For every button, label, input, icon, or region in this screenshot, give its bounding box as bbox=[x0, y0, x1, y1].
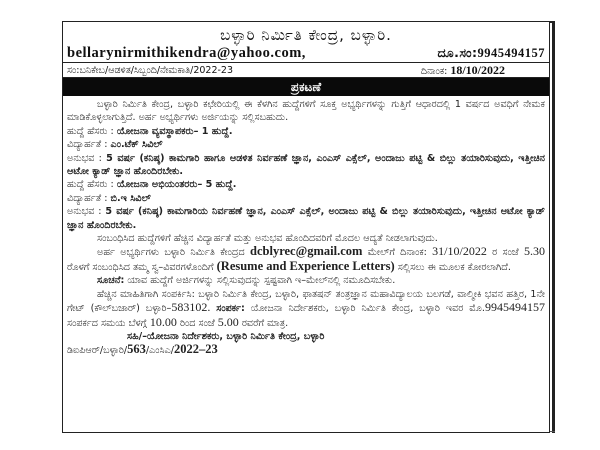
date-label: ದಿನಾಂಕ: bbox=[420, 65, 448, 77]
signature-line: ಸಹಿ/–ಯೋಜನಾ ನಿರ್ದೇಶಕರು, ಬಳ್ಳಾರಿ ನಿರ್ಮಿತಿ ಕೇಂದ್ರ, ಬಳ್ಳಾರಿ bbox=[127, 330, 325, 342]
application-text: ರೊಳಗೆ ಸಂಬಂಧಿಸಿದ ತಮ್ಮ ಸ್ವ–ವಿವರಗಳೊಂದಿಗೆ bbox=[67, 261, 214, 273]
post-name: ಯೋಜನಾ ವ್ಯವಸ್ಥಾಪಕರು– 1 ಹುದ್ದೆ. bbox=[116, 125, 233, 137]
application-text: ಮೇಲ್‌ಗೆ ದಿನಾಂಕ: bbox=[367, 247, 427, 259]
application-text: ರ ಸಂಜೆ bbox=[492, 247, 519, 259]
reference-number: ಸಂ:ಬನಿಕೇಬ/ಆಡಳಿತ/ಸಿಬ್ಬಂದಿ/ನೇಮಕಾತಿ/2022-23 bbox=[67, 64, 234, 76]
qualification-value: ಎಂ.ಟೆಕ್ ಸಿವಿಲ್ bbox=[110, 139, 163, 151]
post-1-experience bbox=[67, 152, 545, 179]
footer-code-year: 2022–23 bbox=[174, 342, 218, 357]
notice-body bbox=[67, 98, 545, 358]
pincode: 583102. bbox=[171, 300, 211, 315]
note-label: ಸೂಚನೆ: bbox=[97, 275, 125, 287]
experience-value: 5 ವರ್ಷ (ಕನಿಷ್ಠ) ಕಾಮಗಾರಿ ಹಾಗೂ ಆಡಳಿತ ನಿರ್ವಹಣೆ ಜ್ಞಾನ, ಎಂಎಸ್ ಎಕ್ಸೆಲ್, ಅಂದಾಜು ಪಟ್ಟಿ & ಬಿಲ್ಲು ತಯಾರಿಸುವುದು, ಇತ್ತೀಚಿನ ಆಟೋ ಕ್ಯಾಡ್ ಜ್ಞಾನ ಹೊಂದಿರಬೇಕು. bbox=[67, 152, 545, 178]
experience-value: 5 ವರ್ಷ (ಕನಿಷ್ಠ) ಕಾಮಗಾರಿಯ ನಿರ್ವಹಣೆ ಜ್ಞಾನ, ಎಂಎಸ್ ಎಕ್ಸೆಲ್, ಅಂದಾಜು ಪಟ್ಟಿ & ಬಿಲ್ಲು ತಯಾರಿಸುವುದು, ಇತ್ತೀಚಿನ ಆಟೋ ಕ್ಯಾಡ್ ಜ್ಞಾನ ಹೊಂದಿರಬೇಕು. bbox=[67, 206, 546, 231]
phone-label: ದೂ.ಸಂ: bbox=[437, 45, 478, 60]
footer-code-mid: /ಎಂಸಿಎ/ bbox=[145, 345, 175, 357]
post-name-label: ಹುದ್ದೆ ಹೆಸರು : bbox=[67, 179, 114, 191]
qualification-label: ವಿದ್ಯಾರ್ಹತೆ : bbox=[67, 192, 108, 204]
note-text: ಯಾವ ಹುದ್ದೆಗೆ ಅರ್ಜಿಗಳನ್ನು ಸಲ್ಲಿಸುವುದನ್ನು ಸ್ಪಷ್ಟವಾಗಿ ಇ–ಮೇಲ್‌ನಲ್ಲಿ ನಮೂದಿಸಬೇಕು. bbox=[127, 275, 396, 287]
post-1-name bbox=[67, 125, 545, 138]
qualification-label: ವಿದ್ಯಾರ್ಹತೆ : bbox=[67, 139, 108, 151]
contact-time-to: 5.00 bbox=[217, 314, 239, 329]
post-2-experience bbox=[67, 205, 545, 232]
deadline-time: 5.30 bbox=[523, 244, 545, 259]
contact-line bbox=[67, 45, 545, 62]
footer-code bbox=[67, 343, 545, 357]
note-paragraph bbox=[67, 274, 545, 287]
post-2-qualification bbox=[67, 192, 545, 205]
deadline-date: 31/10/2022 bbox=[432, 244, 487, 259]
experience-label: ಅನುಭವ : bbox=[67, 206, 102, 218]
application-email: dcblyrec@gmail.com bbox=[250, 244, 363, 259]
organization-title: ಬಳ್ಳಾರಿ ನಿರ್ಮಿತಿ ಕೇಂದ್ರ, ಬಳ್ಳಾರಿ. bbox=[220, 26, 392, 44]
contact-text: ಸಂಪರ್ಕದ ಸಮಯ ಬೆಳಗ್ಗೆ bbox=[67, 317, 147, 329]
post-1-qualification bbox=[67, 138, 545, 151]
qualification-value: ಬಿ.ಇ ಸಿವಿಲ್ bbox=[110, 192, 151, 204]
phone-number: 9945494157 bbox=[477, 46, 545, 60]
experience-label: ಅನುಭವ : bbox=[67, 152, 102, 164]
date-value: 18/10/2022 bbox=[450, 62, 505, 77]
contact-paragraph bbox=[67, 288, 545, 330]
contact-label: ಸಂಪರ್ಕ: bbox=[216, 303, 245, 315]
right-border-rule bbox=[552, 21, 555, 433]
intro-paragraph: ಬಳ್ಳಾರಿ ನಿರ್ಮಿತಿ ಕೇಂದ್ರ, ಬಳ್ಳಾರಿ ಕಛೇರಿಯಲ್ಲಿ ಈ ಕೆಳಗಿನ ಹುದ್ದೆಗಳಿಗೆ ಸೂಕ್ತ ಅಭ್ಯರ್ಥಿಗಳನ್ನು ಗುತ್ತಿಗೆ ಆಧಾರದಲ್ಲಿ 1 ವರ್ಷದ ಅವಧಿಗೆ ನೇಮಕ ಮಾಡಿಕೊಳ್ಳಲಾಗುತ್ತಿದೆ. ಅರ್ಹ ಅಭ್ಯರ್ಥಿಗಳು ಅರ್ಜಿಯನ್ನು ಸಲ್ಲಿಸಬಹುದು. bbox=[67, 99, 545, 124]
required-documents: (Resume and Experience Letters) bbox=[216, 258, 395, 273]
contact-time-from: 10.00 bbox=[149, 314, 177, 329]
header-email: bellarynirmithikendra@yahoo.com, bbox=[67, 45, 306, 61]
reference-line bbox=[63, 62, 549, 78]
application-text: ಅರ್ಹ ಅಭ್ಯರ್ಥಿಗಳು ಬಳ್ಳಾರಿ ನಿರ್ಮಿತಿ ಕೇಂದ್ರದ bbox=[97, 247, 245, 259]
recruitment-notice bbox=[62, 21, 550, 433]
post-2-name bbox=[67, 178, 545, 191]
post-name: ಯೋಜನಾ ಅಭಿಯಂತರರು– 5 ಹುದ್ದೆ. bbox=[116, 179, 237, 191]
contact-text: ಯೋಜನಾ ನಿರ್ದೇಶಕರು, ಬಳ್ಳಾರಿ ನಿರ್ಮಿತಿ ಕೇಂದ್ರ, ಬಳ್ಳಾರಿ ಇವರ ಮೊ. bbox=[250, 303, 485, 315]
application-paragraph bbox=[67, 245, 545, 274]
contact-text: ರವರೆಗೆ ಮಾತ್ರ. bbox=[241, 317, 289, 329]
priority-paragraph: ಸಂಬಂಧಿಸಿದ ಹುದ್ದೆಗಳಿಗೆ ಹೆಚ್ಚಿನ ವಿದ್ಯಾರ್ಹತೆ ಮತ್ತು ಅನುಭವ ಹೊಂದಿದವರಿಗೆ ಮೊದಲ ಆದ್ಯತೆ ನೀಡಲಾಗುವುದು. bbox=[97, 233, 438, 245]
footer-code-prefix: ಡಿಐಪಿಆರ್/ಬಳ್ಳಾರಿ/ bbox=[67, 345, 128, 357]
contact-address: ಹೆಚ್ಚಿನ ಮಾಹಿತಿಗಾಗಿ ಸಂಪರ್ಕಿಸಿ: ಬಳ್ಳಾರಿ ನಿರ್ಮಿತಿ ಕೇಂದ್ರ, ಬಳ್ಳಾರಿ, ಫಾತಷನ್ ತಂತ್ರಜ್ಞಾನ ಮಹಾವಿದ್ಯಾಲಯ ಬಲಗಡೆ, ವಾಲ್ಮೀಕಿ ಭವನ ಹತ್ತಿರ, 1ನೇ ಗೇಟ್ (ಕೌಲ್‌ಬಜಾರ್) ಬಳ್ಳಾರಿ– bbox=[67, 288, 545, 315]
contact-text: ರಿಂದ ಸಂಜೆ bbox=[179, 317, 215, 329]
contact-mobile: 9945494157 bbox=[484, 300, 545, 315]
notice-date bbox=[421, 63, 545, 78]
header-phone bbox=[438, 45, 545, 62]
post-name-label: ಹುದ್ದೆ ಹೆಸರು : bbox=[67, 125, 114, 137]
application-text: ಸಲ್ಲಿಸಲು ಈ ಮೂಲಕ ಕೋರಲಾಗಿದೆ. bbox=[397, 261, 511, 273]
footer-code-number: 563 bbox=[127, 342, 146, 357]
announcement-banner: ಪ್ರಕಟಣೆ bbox=[63, 78, 549, 96]
